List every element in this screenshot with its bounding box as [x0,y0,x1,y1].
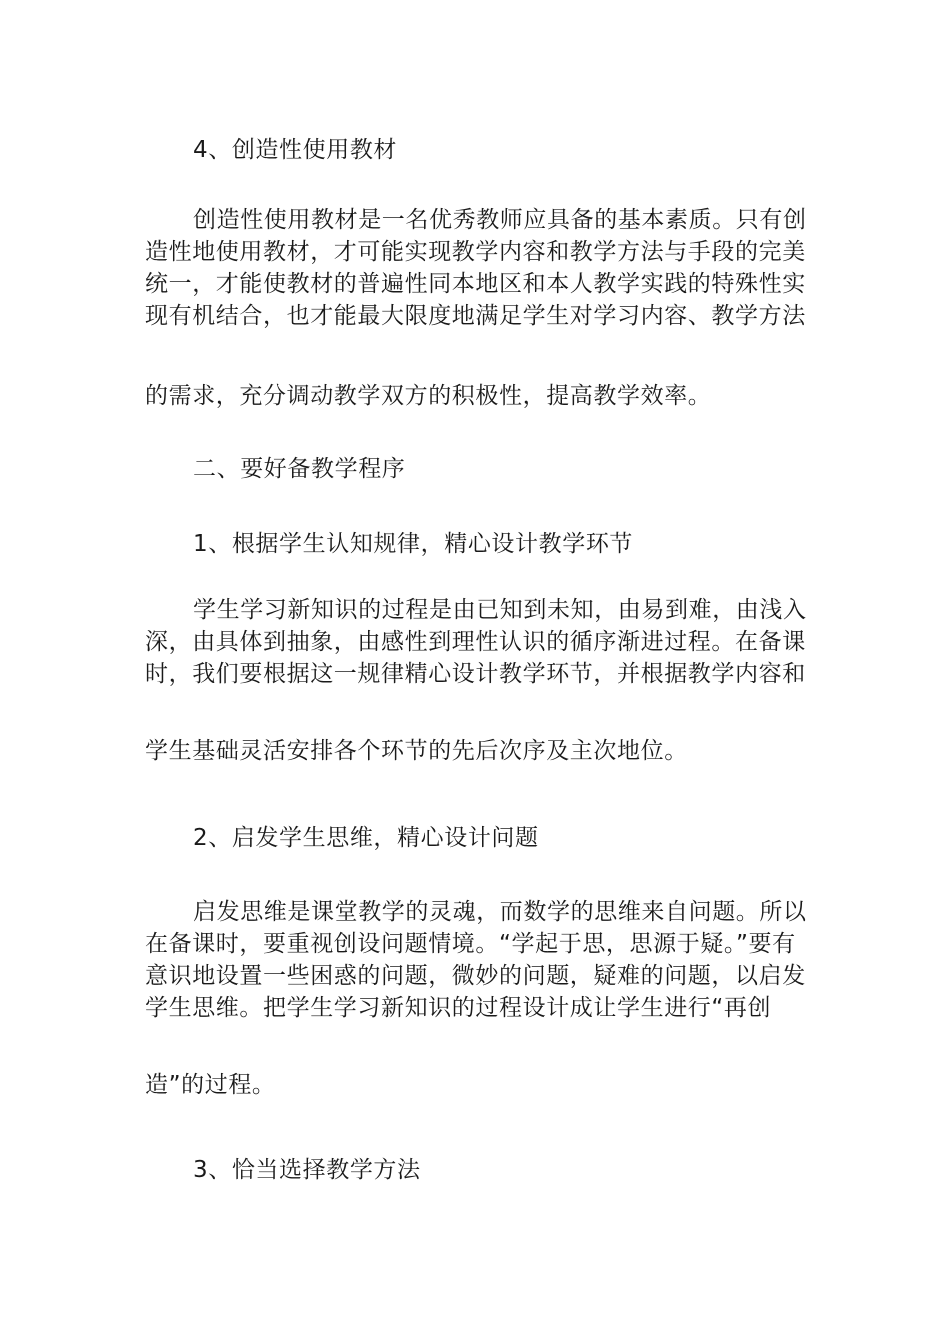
paragraph-line: 现有机结合，也才能最大限度地满足学生对学习内容、教学方法 [145,303,806,329]
paragraph [145,204,810,332]
paragraph-line: 在备课时，要重视创设问题情境。“学起于思，思源于疑。”要有 [145,931,796,957]
paragraph-line: 意识地设置一些困惑的问题，微妙的问题，疑难的问题，以启发 [145,963,806,989]
section-heading: 二、要好备教学程序 [193,456,406,482]
section-heading: 2、启发学生思维，精心设计问题 [193,825,539,851]
paragraph-line: 统一，才能使教材的普遍性同本地区和本人教学实践的特殊性实 [145,271,806,297]
paragraph-last-line: 造”的过程。 [145,1072,276,1098]
paragraph-line: 学生思维。把学生学习新知识的过程设计成让学生进行“再创 [145,995,772,1021]
paragraph-line: 造性地使用教材，才可能实现教学内容和教学方法与手段的完美 [145,239,806,265]
paragraph-last-line: 的需求，充分调动教学双方的积极性，提高教学效率。 [145,383,712,409]
section-heading: 3、恰当选择教学方法 [193,1157,421,1183]
section-heading: 4、创造性使用教材 [193,137,398,163]
paragraph [145,896,810,1024]
section-heading: 1、根据学生认知规律，精心设计教学环节 [193,531,634,557]
paragraph-line: 创造性使用教材是一名优秀教师应具备的基本素质。只有创 [193,207,807,233]
paragraph-line: 深，由具体到抽象，由感性到理性认识的循序渐进过程。在备课 [145,629,806,655]
paragraph-line: 时，我们要根据这一规律精心设计教学环节，并根据教学内容和 [145,661,806,687]
paragraph-line: 学生学习新知识的过程是由已知到未知，由易到难，由浅入 [193,597,807,623]
paragraph [145,594,810,690]
paragraph-line: 启发思维是课堂教学的灵魂，而数学的思维来自问题。所以 [193,899,807,925]
paragraph-last-line: 学生基础灵活安排各个环节的先后次序及主次地位。 [145,738,688,764]
